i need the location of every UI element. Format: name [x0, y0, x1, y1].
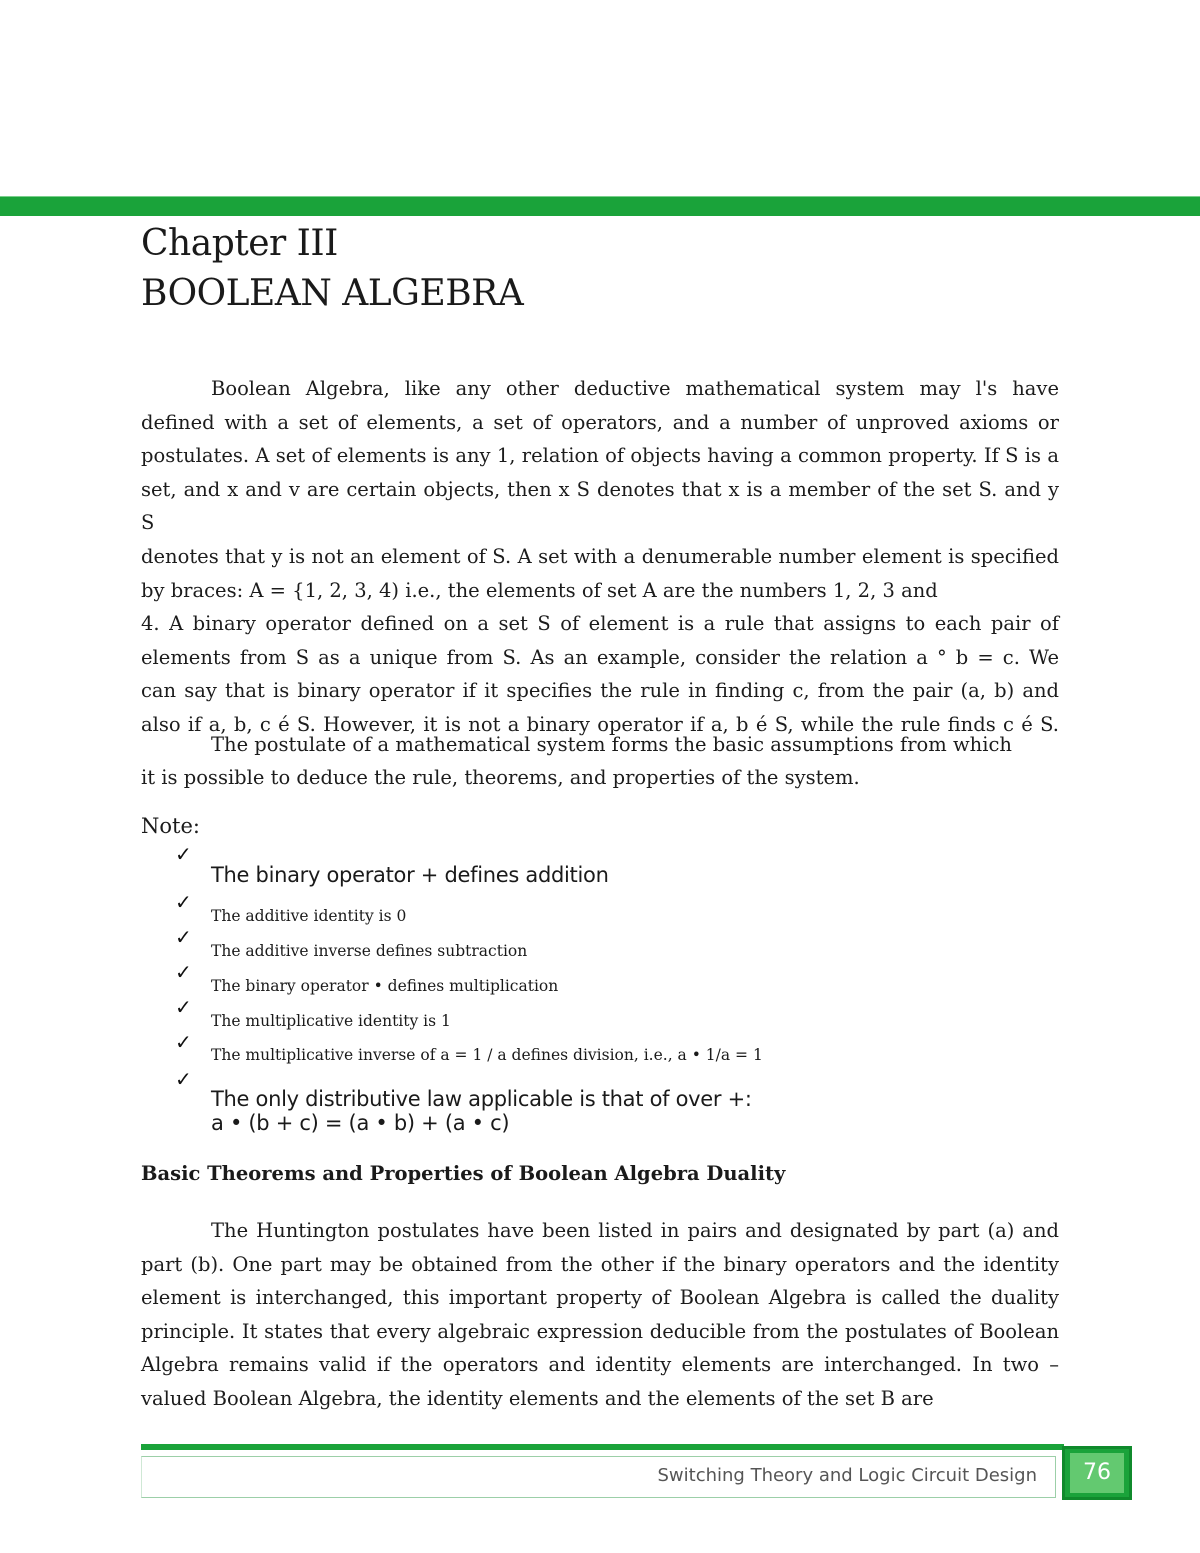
postulate-line: it is possible to deduce the rule, theorems, and properties of the system. [141, 766, 860, 789]
note-item: The binary operator + defines addition [211, 863, 609, 887]
checkmark-icon: ✓ [175, 960, 192, 984]
duality-line: element is interchanged, this important property of Boolean Algebra is called the duality [141, 1286, 1059, 1310]
chapter-title: BOOLEAN ALGEBRA [141, 273, 524, 314]
note-formula: a • (b + c) = (a • b) + (a • c) [211, 1111, 510, 1135]
section-heading: Basic Theorems and Properties of Boolean Algebra Duality [141, 1162, 786, 1185]
checkmark-icon: ✓ [175, 995, 192, 1019]
note-item: The multiplicative identity is 1 [211, 1012, 451, 1030]
page-number-box [1062, 1446, 1132, 1500]
checkmark-icon: ✓ [175, 842, 192, 866]
note-item: The only distributive law applicable is that of over +: [211, 1087, 752, 1111]
checkmark-icon: ✓ [175, 890, 192, 914]
note-item: The multiplicative inverse of a = 1 / a defines division, i.e., a • 1/a = 1 [211, 1046, 763, 1064]
duality-line: Algebra remains valid if the operators and identity elements are interchanged. In two – [141, 1353, 1059, 1377]
footer-book-title: Switching Theory and Logic Circuit Design [657, 1465, 1037, 1486]
checkmark-icon: ✓ [175, 925, 192, 949]
checkmark-icon: ✓ [175, 1030, 192, 1054]
duality-line: principle. It states that every algebraic expression deducible from the postulates of Boolean [141, 1319, 1059, 1343]
chapter-number: Chapter III [141, 223, 338, 264]
duality-line: The Huntington postulates have been listed in pairs and designated by part (a) and [211, 1219, 1059, 1242]
intro-line: denotes that y is not an element of S. A set with a denumerable number element is specified [141, 544, 1059, 568]
postulate-paragraph [141, 728, 1059, 794]
duality-line: valued Boolean Algebra, the identity elements and the elements of the set B are [141, 1386, 934, 1410]
checkmark-icon: ✓ [175, 1067, 192, 1091]
intro-line: elements from S as a unique from S. As an example, consider the relation a ° b = c. We [141, 645, 1059, 669]
note-item: The binary operator • defines multiplication [211, 977, 559, 995]
intro-line: 4. A binary operator defined on a set S of element is a rule that assigns to each pair of [141, 612, 1059, 636]
note-item: The additive inverse defines subtraction [211, 942, 528, 960]
intro-line: can say that is binary operator if it specifies the rule in finding c, from the pair (a, b) and [141, 679, 1059, 703]
intro-paragraph [141, 372, 1059, 742]
note-item: The additive identity is 0 [211, 907, 407, 925]
duality-paragraph [141, 1214, 1059, 1416]
intro-line: Boolean Algebra, like any other deductive mathematical system may l's have [211, 377, 1059, 400]
footer-green-rule [141, 1444, 1064, 1450]
duality-line: part (b). One part may be obtained from the other if the binary operators and the identity [141, 1252, 1059, 1276]
intro-line: defined with a set of elements, a set of operators, and a number of unproved axioms or [141, 410, 1059, 434]
header-green-bar [0, 197, 1200, 216]
intro-line: by braces: A = {1, 2, 3, 4) i.e., the elements of set A are the numbers 1, 2, 3 and [141, 578, 938, 602]
intro-line: set, and x and v are certain objects, then x S denotes that x is a member of the set S. and y S [141, 477, 1059, 535]
postulate-line: The postulate of a mathematical system forms the basic assumptions from which [211, 733, 1012, 756]
footer-title-box [141, 1456, 1056, 1498]
page-number: 76 [1070, 1453, 1124, 1493]
intro-line: also if a, b, c é S. However, it is not a binary operator if a, b é S, while the rule finds c é S. [141, 712, 1059, 736]
note-label: Note: [141, 814, 200, 838]
intro-line: postulates. A set of elements is any 1, relation of objects having a common property. If S is a [141, 444, 1059, 468]
